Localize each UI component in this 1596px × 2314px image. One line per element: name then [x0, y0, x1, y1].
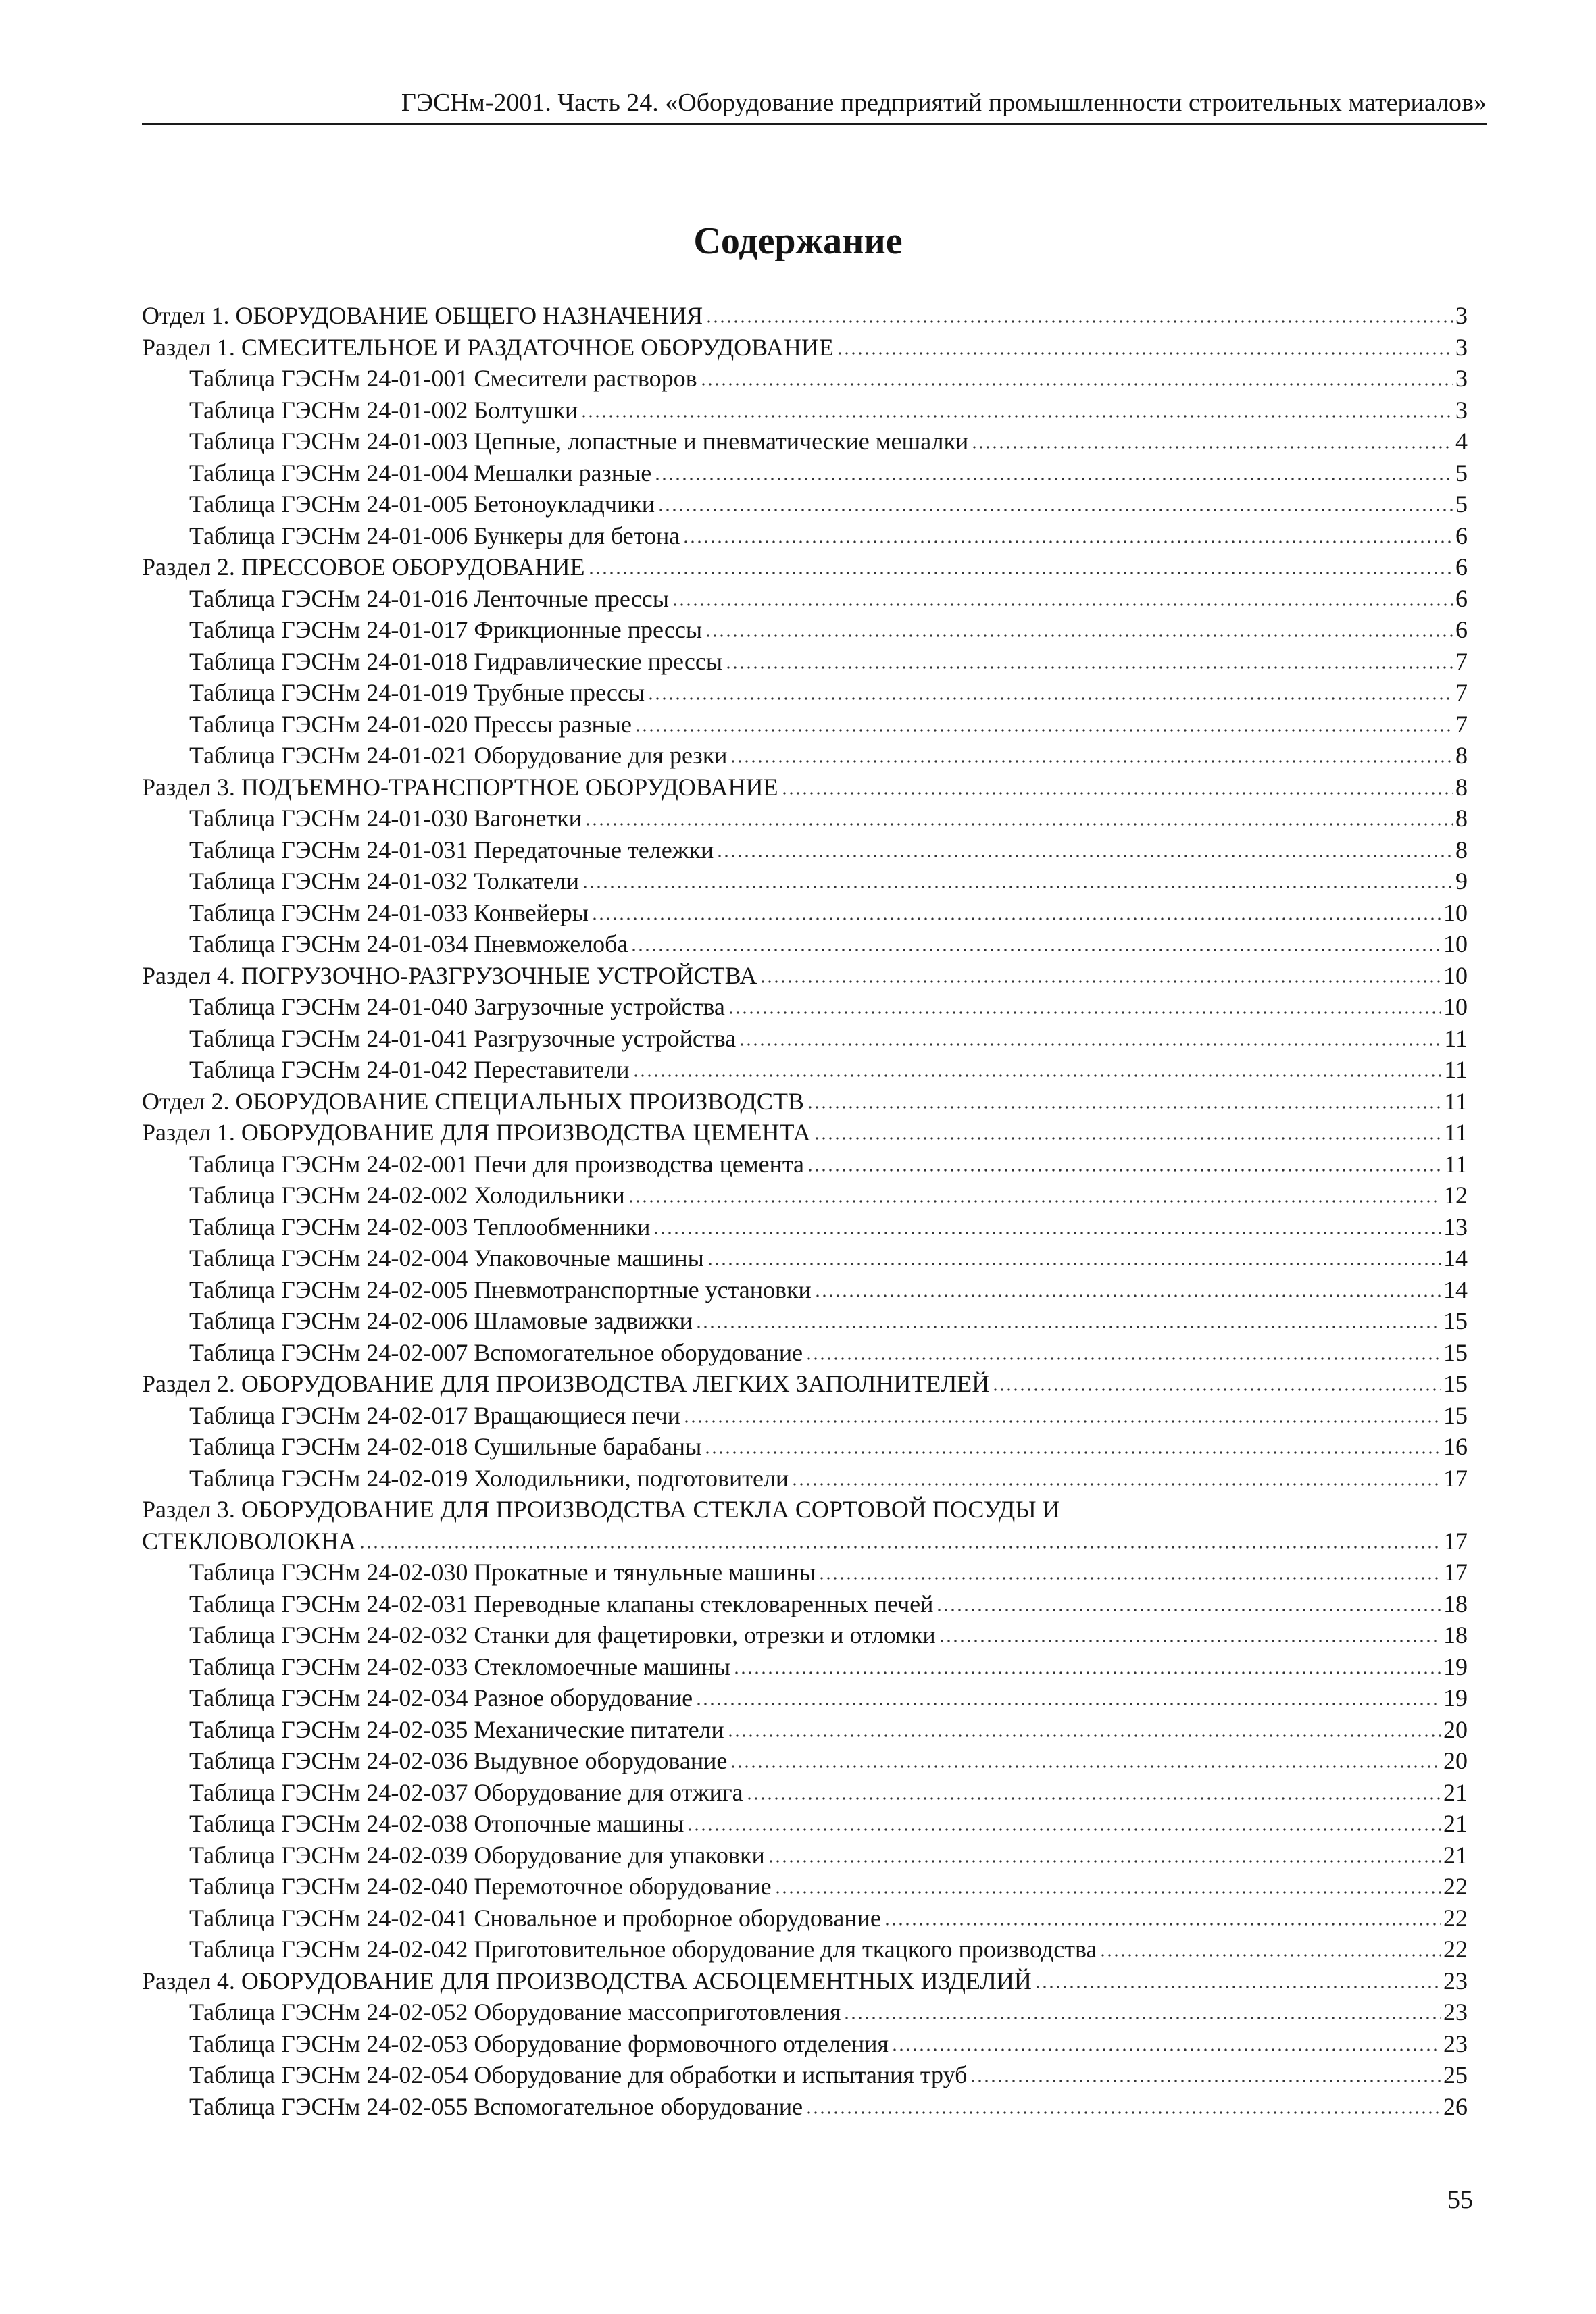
toc-entry-table	[142, 1777, 1468, 1809]
toc-entry-table	[142, 457, 1468, 489]
dot-leader	[588, 568, 1453, 575]
toc-entry-table	[142, 1400, 1468, 1432]
toc-entry-text: Таблица ГЭСНм 24-02-039 Оборудование для упаковки	[189, 1841, 765, 1869]
toc-entry-text: Таблица ГЭСНм 24-02-036 Выдувное оборудование	[189, 1747, 728, 1774]
toc-entry-text: Таблица ГЭСНм 24-02-035 Механические питатели	[189, 1715, 724, 1743]
dot-leader	[359, 1542, 1441, 1549]
dot-leader	[891, 2045, 1441, 2052]
toc-entry-text: Таблица ГЭСНм 24-01-005 Бетоноукладчики	[189, 491, 655, 518]
toc-entry-page: 11	[1444, 1024, 1468, 1052]
toc-entry-table	[142, 834, 1468, 866]
toc-entry-text: Таблица ГЭСНм 24-01-041 Разгрузочные устройства	[189, 1024, 737, 1052]
table-of-contents	[142, 300, 1468, 2122]
toc-entry-page: 4	[1455, 428, 1468, 455]
toc-entry-page: 3	[1455, 396, 1468, 424]
toc-entry-page: 6	[1455, 616, 1468, 643]
dot-leader	[700, 380, 1453, 386]
toc-entry-table	[142, 1840, 1468, 1871]
toc-entry-text: Таблица ГЭСНм 24-01-032 Толкатели	[189, 867, 580, 895]
toc-entry-table	[142, 709, 1468, 740]
toc-entry-page: 5	[1455, 459, 1468, 486]
toc-entry-page: 15	[1443, 1370, 1468, 1397]
toc-title: Содержание	[693, 220, 903, 262]
toc-entry-page: 18	[1443, 1590, 1468, 1617]
toc-entry-page: 3	[1455, 333, 1468, 361]
dot-leader	[843, 2013, 1441, 2020]
toc-entry-table	[142, 1903, 1468, 1934]
dot-leader	[807, 1165, 1441, 1172]
toc-entry-table	[142, 2091, 1468, 2123]
dot-leader	[791, 1480, 1441, 1486]
dot-leader	[759, 977, 1441, 984]
toc-entry-text: Раздел 2. ПРЕССОВОЕ ОБОРУДОВАНИЕ	[142, 553, 585, 580]
dot-leader	[781, 788, 1453, 795]
dot-leader	[657, 505, 1453, 512]
toc-entry-text: Таблица ГЭСНм 24-02-053 Оборудование формовочного отделения	[189, 2030, 889, 2057]
toc-entry-section	[142, 1494, 1468, 1526]
toc-entry-text: Таблица ГЭСНм 24-02-001 Печи для производства цемента	[189, 1150, 805, 1178]
toc-entry-page: 8	[1455, 836, 1468, 863]
dot-leader	[818, 1574, 1441, 1580]
toc-entry-table	[142, 2028, 1468, 2060]
toc-entry-page: 10	[1443, 899, 1468, 926]
toc-entry-page: 15	[1443, 1401, 1468, 1429]
toc-entry-page: 23	[1443, 2030, 1468, 2057]
dot-leader	[727, 1731, 1441, 1738]
dot-leader	[591, 914, 1441, 921]
toc-entry-table	[142, 1337, 1468, 1369]
dot-leader	[730, 1762, 1441, 1769]
toc-entry-page: 3	[1455, 302, 1468, 329]
dot-leader	[971, 443, 1453, 449]
dot-leader	[716, 851, 1453, 858]
toc-entry-text: Таблица ГЭСНм 24-01-042 Переставители	[189, 1056, 630, 1083]
dot-leader	[768, 1857, 1441, 1863]
toc-entry-section	[142, 1368, 1468, 1400]
dot-leader	[807, 1103, 1441, 1109]
toc-entry-text: Таблица ГЭСНм 24-02-034 Разное оборудование	[189, 1684, 693, 1711]
dot-leader	[739, 1040, 1441, 1047]
toc-entry-table	[142, 1023, 1468, 1055]
toc-entry-page: 6	[1455, 584, 1468, 612]
toc-entry-text: Таблица ГЭСНм 24-02-006 Шламовые задвижки	[189, 1307, 693, 1334]
toc-entry-table	[142, 1871, 1468, 1903]
toc-entry-table	[142, 1714, 1468, 1746]
toc-entry-page: 23	[1443, 1998, 1468, 2026]
toc-entry-page: 11	[1444, 1056, 1468, 1083]
toc-entry-text: Таблица ГЭСНм 24-01-031 Передаточные тележки	[189, 836, 714, 863]
toc-entry-page: 19	[1443, 1684, 1468, 1711]
toc-entry-section	[142, 300, 1468, 332]
toc-entry-section	[142, 1117, 1468, 1149]
toc-entry-page: 10	[1443, 993, 1468, 1020]
toc-entry-page: 15	[1443, 1338, 1468, 1366]
toc-entry-page: 7	[1455, 647, 1468, 675]
dot-leader	[632, 1071, 1442, 1078]
toc-entry-table	[142, 803, 1468, 834]
toc-entry-text: Таблица ГЭСНм 24-02-019 Холодильники, подготовители	[189, 1464, 789, 1492]
toc-entry-page: 23	[1443, 1967, 1468, 1994]
toc-entry-page: 16	[1443, 1433, 1468, 1460]
toc-entry-page: 22	[1443, 1904, 1468, 1932]
toc-entry-page: 7	[1455, 679, 1468, 706]
toc-entry-text: Таблица ГЭСНм 24-01-030 Вагонетки	[189, 805, 582, 832]
toc-entry-text: Таблица ГЭСНм 24-02-054 Оборудование для обработки и испытания труб	[189, 2061, 968, 2088]
toc-entry-text: Отдел 2. ОБОРУДОВАНИЕ СПЕЦИАЛЬНЫХ ПРОИЗВОДСТВ	[142, 1087, 804, 1115]
dot-leader	[672, 600, 1453, 607]
toc-entry-text: Таблица ГЭСНм 24-01-033 Конвейеры	[189, 899, 589, 926]
toc-entry-table	[142, 677, 1468, 709]
toc-entry-page: 17	[1443, 1559, 1468, 1586]
toc-entry-text: Таблица ГЭСНм 24-02-031 Переводные клапаны стекловаренных печей	[189, 1590, 934, 1617]
dot-leader	[936, 1605, 1441, 1612]
dot-leader	[695, 1699, 1441, 1706]
dot-leader	[705, 317, 1453, 324]
dot-leader	[728, 1008, 1441, 1015]
dot-leader	[695, 1322, 1441, 1329]
toc-entry-text: Таблица ГЭСНм 24-02-032 Станки для фацетировки, отрезки и отломки	[189, 1621, 936, 1649]
dot-leader	[884, 1919, 1441, 1926]
toc-entry-page: 7	[1455, 710, 1468, 738]
toc-entry-table	[142, 426, 1468, 457]
toc-entry-page: 21	[1443, 1778, 1468, 1806]
toc-entry-page: 26	[1443, 2092, 1468, 2120]
toc-entry-text: Таблица ГЭСНм 24-02-038 Отопочные машины	[189, 1810, 684, 1837]
toc-entry-page: 6	[1455, 553, 1468, 580]
dot-leader	[628, 1197, 1441, 1203]
dot-leader	[705, 631, 1453, 638]
toc-entry-text: Таблица ГЭСНм 24-01-016 Ленточные прессы	[189, 584, 669, 612]
dot-leader	[1034, 1982, 1441, 1989]
toc-entry-text: Таблица ГЭСНм 24-02-007 Вспомогательное оборудование	[189, 1338, 803, 1366]
toc-entry-table	[142, 928, 1468, 960]
toc-entry-text: Таблица ГЭСНм 24-02-042 Приготовительное оборудование для ткацкого производства	[189, 1936, 1097, 1963]
toc-entry-text: Таблица ГЭСНм 24-02-005 Пневмотранспортные установки	[189, 1276, 812, 1303]
toc-entry-page: 10	[1443, 930, 1468, 957]
toc-entry-text: Отдел 1. ОБОРУДОВАНИЕ ОБЩЕГО НАЗНАЧЕНИЯ	[142, 302, 703, 329]
toc-entry-page: 20	[1443, 1715, 1468, 1743]
toc-entry-section	[142, 1086, 1468, 1117]
dot-leader	[653, 1228, 1441, 1235]
toc-entry-page: 15	[1443, 1307, 1468, 1334]
toc-entry-page: 25	[1443, 2061, 1468, 2088]
page-number: 55	[1447, 2186, 1473, 2214]
dot-leader	[584, 820, 1453, 826]
toc-entry-table	[142, 1305, 1468, 1337]
toc-entry-table	[142, 1149, 1468, 1180]
toc-entry-table	[142, 1463, 1468, 1494]
dot-leader	[683, 1417, 1441, 1424]
toc-entry-text: Таблица ГЭСНм 24-01-004 Мешалки разные	[189, 459, 652, 486]
toc-entry-text: Таблица ГЭСНм 24-01-040 Загрузочные устройства	[189, 993, 725, 1020]
toc-entry-page: 14	[1443, 1244, 1468, 1272]
toc-entry-section	[142, 332, 1468, 363]
dot-leader	[939, 1636, 1441, 1643]
toc-entry-text: Раздел 3. ОБОРУДОВАНИЕ ДЛЯ ПРОИЗВОДСТВА СТЕКЛА СОРТОВОЙ ПОСУДЫ И	[142, 1496, 1060, 1523]
toc-entry-section	[142, 1526, 1468, 1557]
dot-leader	[704, 1448, 1441, 1455]
toc-entry-table	[142, 865, 1468, 897]
dot-leader	[582, 882, 1453, 889]
dot-leader	[970, 2076, 1441, 2083]
toc-entry-table	[142, 1588, 1468, 1620]
dot-leader	[746, 1794, 1441, 1801]
toc-entry-page: 22	[1443, 1873, 1468, 1900]
toc-entry-page: 14	[1443, 1276, 1468, 1303]
toc-entry-table	[142, 740, 1468, 772]
toc-entry-text: Таблица ГЭСНм 24-01-018 Гидравлические прессы	[189, 647, 723, 675]
toc-entry-text: Таблица ГЭСНм 24-02-003 Теплообменники	[189, 1213, 651, 1240]
dot-leader	[992, 1385, 1441, 1392]
toc-entry-text: Таблица ГЭСНм 24-01-001 Смесители растворов	[189, 365, 697, 392]
toc-entry-text: Раздел 1. СМЕСИТЕЛЬНОЕ И РАЗДАТОЧНОЕ ОБОРУДОВАНИЕ	[142, 333, 834, 361]
toc-entry-table	[142, 1054, 1468, 1086]
dot-leader	[647, 694, 1453, 701]
toc-entry-page: 21	[1443, 1810, 1468, 1837]
toc-entry-page: 5	[1455, 491, 1468, 518]
toc-entry-page: 8	[1455, 805, 1468, 832]
toc-entry-page: 8	[1455, 773, 1468, 801]
dot-leader	[805, 2108, 1441, 2115]
dot-leader	[774, 1888, 1441, 1894]
toc-entry-table	[142, 1242, 1468, 1274]
toc-entry-section	[142, 772, 1468, 803]
toc-entry-text: Таблица ГЭСНм 24-02-037 Оборудование для отжига	[189, 1778, 743, 1806]
toc-entry-table	[142, 1682, 1468, 1714]
dot-leader	[814, 1134, 1442, 1140]
toc-entry-table	[142, 614, 1468, 646]
toc-entry-table	[142, 1745, 1468, 1777]
toc-entry-table	[142, 991, 1468, 1023]
toc-entry-text: Таблица ГЭСНм 24-02-033 Стекломоечные машины	[189, 1653, 731, 1680]
toc-entry-page: 18	[1443, 1621, 1468, 1649]
dot-leader	[682, 537, 1453, 544]
toc-entry-table	[142, 395, 1468, 426]
toc-entry-table	[142, 1619, 1468, 1651]
toc-entry-table	[142, 583, 1468, 615]
toc-entry-page: 22	[1443, 1936, 1468, 1963]
toc-entry-text: СТЕКЛОВОЛОКНА	[142, 1527, 357, 1555]
toc-entry-text: Таблица ГЭСНм 24-01-017 Фрикционные прессы	[189, 616, 703, 643]
toc-entry-text: Таблица ГЭСНм 24-02-002 Холодильники	[189, 1182, 625, 1209]
toc-entry-table	[142, 1934, 1468, 1965]
toc-entry-table	[142, 1180, 1468, 1211]
toc-entry-page: 9	[1455, 867, 1468, 895]
running-header: ГЭСНм-2001. Часть 24. «Оборудование предприятий промышленности строительных материалов»	[401, 89, 1487, 117]
toc-entry-section	[142, 1965, 1468, 1997]
toc-entry-table	[142, 520, 1468, 552]
toc-entry-text: Таблица ГЭСНм 24-02-017 Вращающиеся печи	[189, 1401, 681, 1429]
toc-entry-section	[142, 551, 1468, 583]
toc-entry-text: Таблица ГЭСНм 24-01-020 Прессы разные	[189, 710, 632, 738]
toc-entry-text: Таблица ГЭСНм 24-01-003 Цепные, лопастные и пневматические мешалки	[189, 428, 969, 455]
toc-entry-table	[142, 646, 1468, 678]
dot-leader	[814, 1291, 1441, 1298]
toc-entry-text: Раздел 4. ПОГРУЗОЧНО-РАЗГРУЗОЧНЫЕ УСТРОЙСТВА	[142, 961, 757, 989]
toc-entry-text: Таблица ГЭСНм 24-02-018 Сушильные барабаны	[189, 1433, 702, 1460]
toc-entry-page: 13	[1443, 1213, 1468, 1240]
toc-entry-text: Раздел 4. ОБОРУДОВАНИЕ ДЛЯ ПРОИЗВОДСТВА АСБОЦЕМЕНТНЫХ ИЗДЕЛИЙ	[142, 1967, 1032, 1994]
toc-entry-text: Таблица ГЭСНм 24-01-034 Пневможелоба	[189, 930, 628, 957]
dot-leader	[654, 474, 1453, 481]
toc-entry-page: 17	[1443, 1464, 1468, 1492]
toc-entry-page: 19	[1443, 1653, 1468, 1680]
toc-entry-text: Таблица ГЭСНм 24-01-021 Оборудование для резки	[189, 742, 728, 769]
dot-leader	[630, 945, 1441, 952]
toc-entry-table	[142, 1211, 1468, 1243]
dot-leader	[730, 757, 1453, 763]
toc-entry-table	[142, 1808, 1468, 1840]
toc-entry-text: Таблица ГЭСНм 24-02-040 Перемоточное оборудование	[189, 1873, 772, 1900]
dot-leader	[805, 1354, 1441, 1361]
dot-leader	[707, 1259, 1441, 1266]
toc-entry-page: 11	[1444, 1119, 1468, 1146]
toc-entry-page: 17	[1443, 1527, 1468, 1555]
toc-entry-text: Таблица ГЭСНм 24-01-006 Бункеры для бетона	[189, 522, 680, 549]
toc-entry-text: Таблица ГЭСНм 24-02-030 Прокатные и тянульные машины	[189, 1559, 816, 1586]
toc-entry-section	[142, 960, 1468, 992]
dot-leader	[725, 663, 1453, 670]
toc-entry-page: 20	[1443, 1747, 1468, 1774]
toc-entry-text: Таблица ГЭСНм 24-02-041 Сновальное и проборное оборудование	[189, 1904, 881, 1932]
toc-entry-page: 12	[1443, 1182, 1468, 1209]
toc-entry-text: Таблица ГЭСНм 24-02-052 Оборудование массоприготовления	[189, 1998, 841, 2026]
toc-entry-page: 8	[1455, 742, 1468, 769]
toc-entry-table	[142, 488, 1468, 520]
toc-entry-page: 11	[1444, 1087, 1468, 1115]
toc-entry-text: Раздел 3. ПОДЪЕМНО-ТРАНСПОРТНОЕ ОБОРУДОВАНИЕ	[142, 773, 778, 801]
toc-entry-text: Таблица ГЭСНм 24-02-055 Вспомогательное оборудование	[189, 2092, 803, 2120]
toc-entry-table	[142, 1274, 1468, 1306]
dot-leader	[687, 1825, 1441, 1832]
toc-entry-text: Таблица ГЭСНм 24-01-019 Трубные прессы	[189, 679, 645, 706]
dot-leader	[837, 349, 1453, 355]
toc-entry-page: 3	[1455, 365, 1468, 392]
toc-entry-text: Раздел 1. ОБОРУДОВАНИЕ ДЛЯ ПРОИЗВОДСТВА ЦЕМЕНТА	[142, 1119, 811, 1146]
toc-entry-page: 6	[1455, 522, 1468, 549]
toc-entry-table	[142, 897, 1468, 929]
toc-entry-page: 21	[1443, 1841, 1468, 1869]
toc-entry-table	[142, 1431, 1468, 1463]
toc-entry-page: 11	[1444, 1150, 1468, 1178]
header-rule	[142, 123, 1487, 125]
toc-entry-text: Раздел 2. ОБОРУДОВАНИЕ ДЛЯ ПРОИЗВОДСТВА ЛЕГКИХ ЗАПОЛНИТЕЛЕЙ	[142, 1370, 990, 1397]
toc-entry-table	[142, 363, 1468, 395]
toc-entry-text: Таблица ГЭСНм 24-02-004 Упаковочные машины	[189, 1244, 704, 1272]
dot-leader	[634, 726, 1453, 732]
toc-entry-table	[142, 2059, 1468, 2091]
dot-leader	[580, 411, 1453, 418]
toc-entry-page: 10	[1443, 961, 1468, 989]
toc-entry-text: Таблица ГЭСНм 24-01-002 Болтушки	[189, 396, 578, 424]
toc-entry-table	[142, 1557, 1468, 1588]
toc-entry-table	[142, 1996, 1468, 2028]
toc-entry-table	[142, 1651, 1468, 1683]
dot-leader	[733, 1668, 1441, 1675]
dot-leader	[1099, 1951, 1441, 1957]
